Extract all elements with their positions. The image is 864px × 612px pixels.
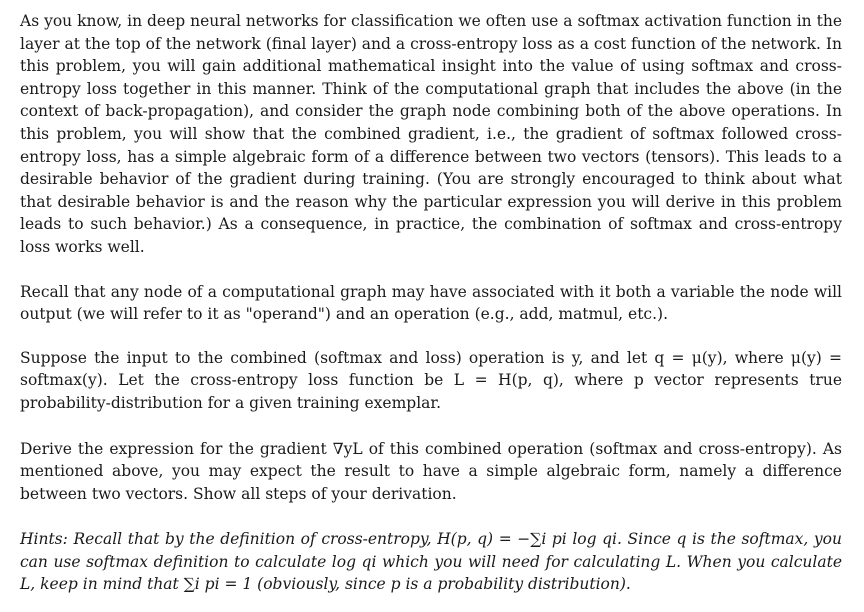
paragraph-intro: As you know, in deep neural networks for classification we often use a softmax activation function in the layer at the top of the network (final layer) and a cross-entropy loss as a cost function of the network. In this problem, you will gain additional mathematical insight into the value of using softmax and cross-entropy loss together in this manner. Think of the computational graph that includes the above (in the context of back-propagation), and consider the graph node combining both of the above operations. In this problem, you will show that the combined gradient, i.e., the gradient of softmax followed cross-entropy loss, has a simple algebraic form of a difference between two vectors (tensors). This leads to a desirable behavior of the gradient during training. (You are strongly encouraged to think about what that desirable behavior is and the reason why the particular expression you will derive in this problem leads to such behavior.) As a consequence, in practice, the combination of softmax and cross-entropy loss works well. [20,12,842,256]
paragraph-task: Derive the expression for the gradient ∇yL of this combined operation (softmax and cross-entropy). As mentioned above, you may expect the result to have a simple algebraic form, namely a difference between two vectors. Show all steps of your derivation. [20,439,842,503]
paragraph-hints: Hints: Recall that by the definition of cross-entropy, H(p, q) = −∑i pi log qi. Since q is the softmax, you can use softmax definition to calculate log qi which you will need for calculating L. When you calculate L, keep in mind that ∑i pi = 1 (obviously, since p is a probability distribution). [20,530,842,594]
paragraph-computational-graph: Recall that any node of a computational graph may have associated with it both a variable the node will output (we will refer to it as "operand") and an operation (e.g., add, matmul, etc.). [20,282,842,324]
paragraph-setup: Suppose the input to the combined (softmax and loss) operation is y, and let q = μ(y), where μ(y) = softmax(y). Let the cross-entropy loss function be L = H(p, q), where p vector represents true probability-distribution for a given training exemplar. [20,348,842,412]
